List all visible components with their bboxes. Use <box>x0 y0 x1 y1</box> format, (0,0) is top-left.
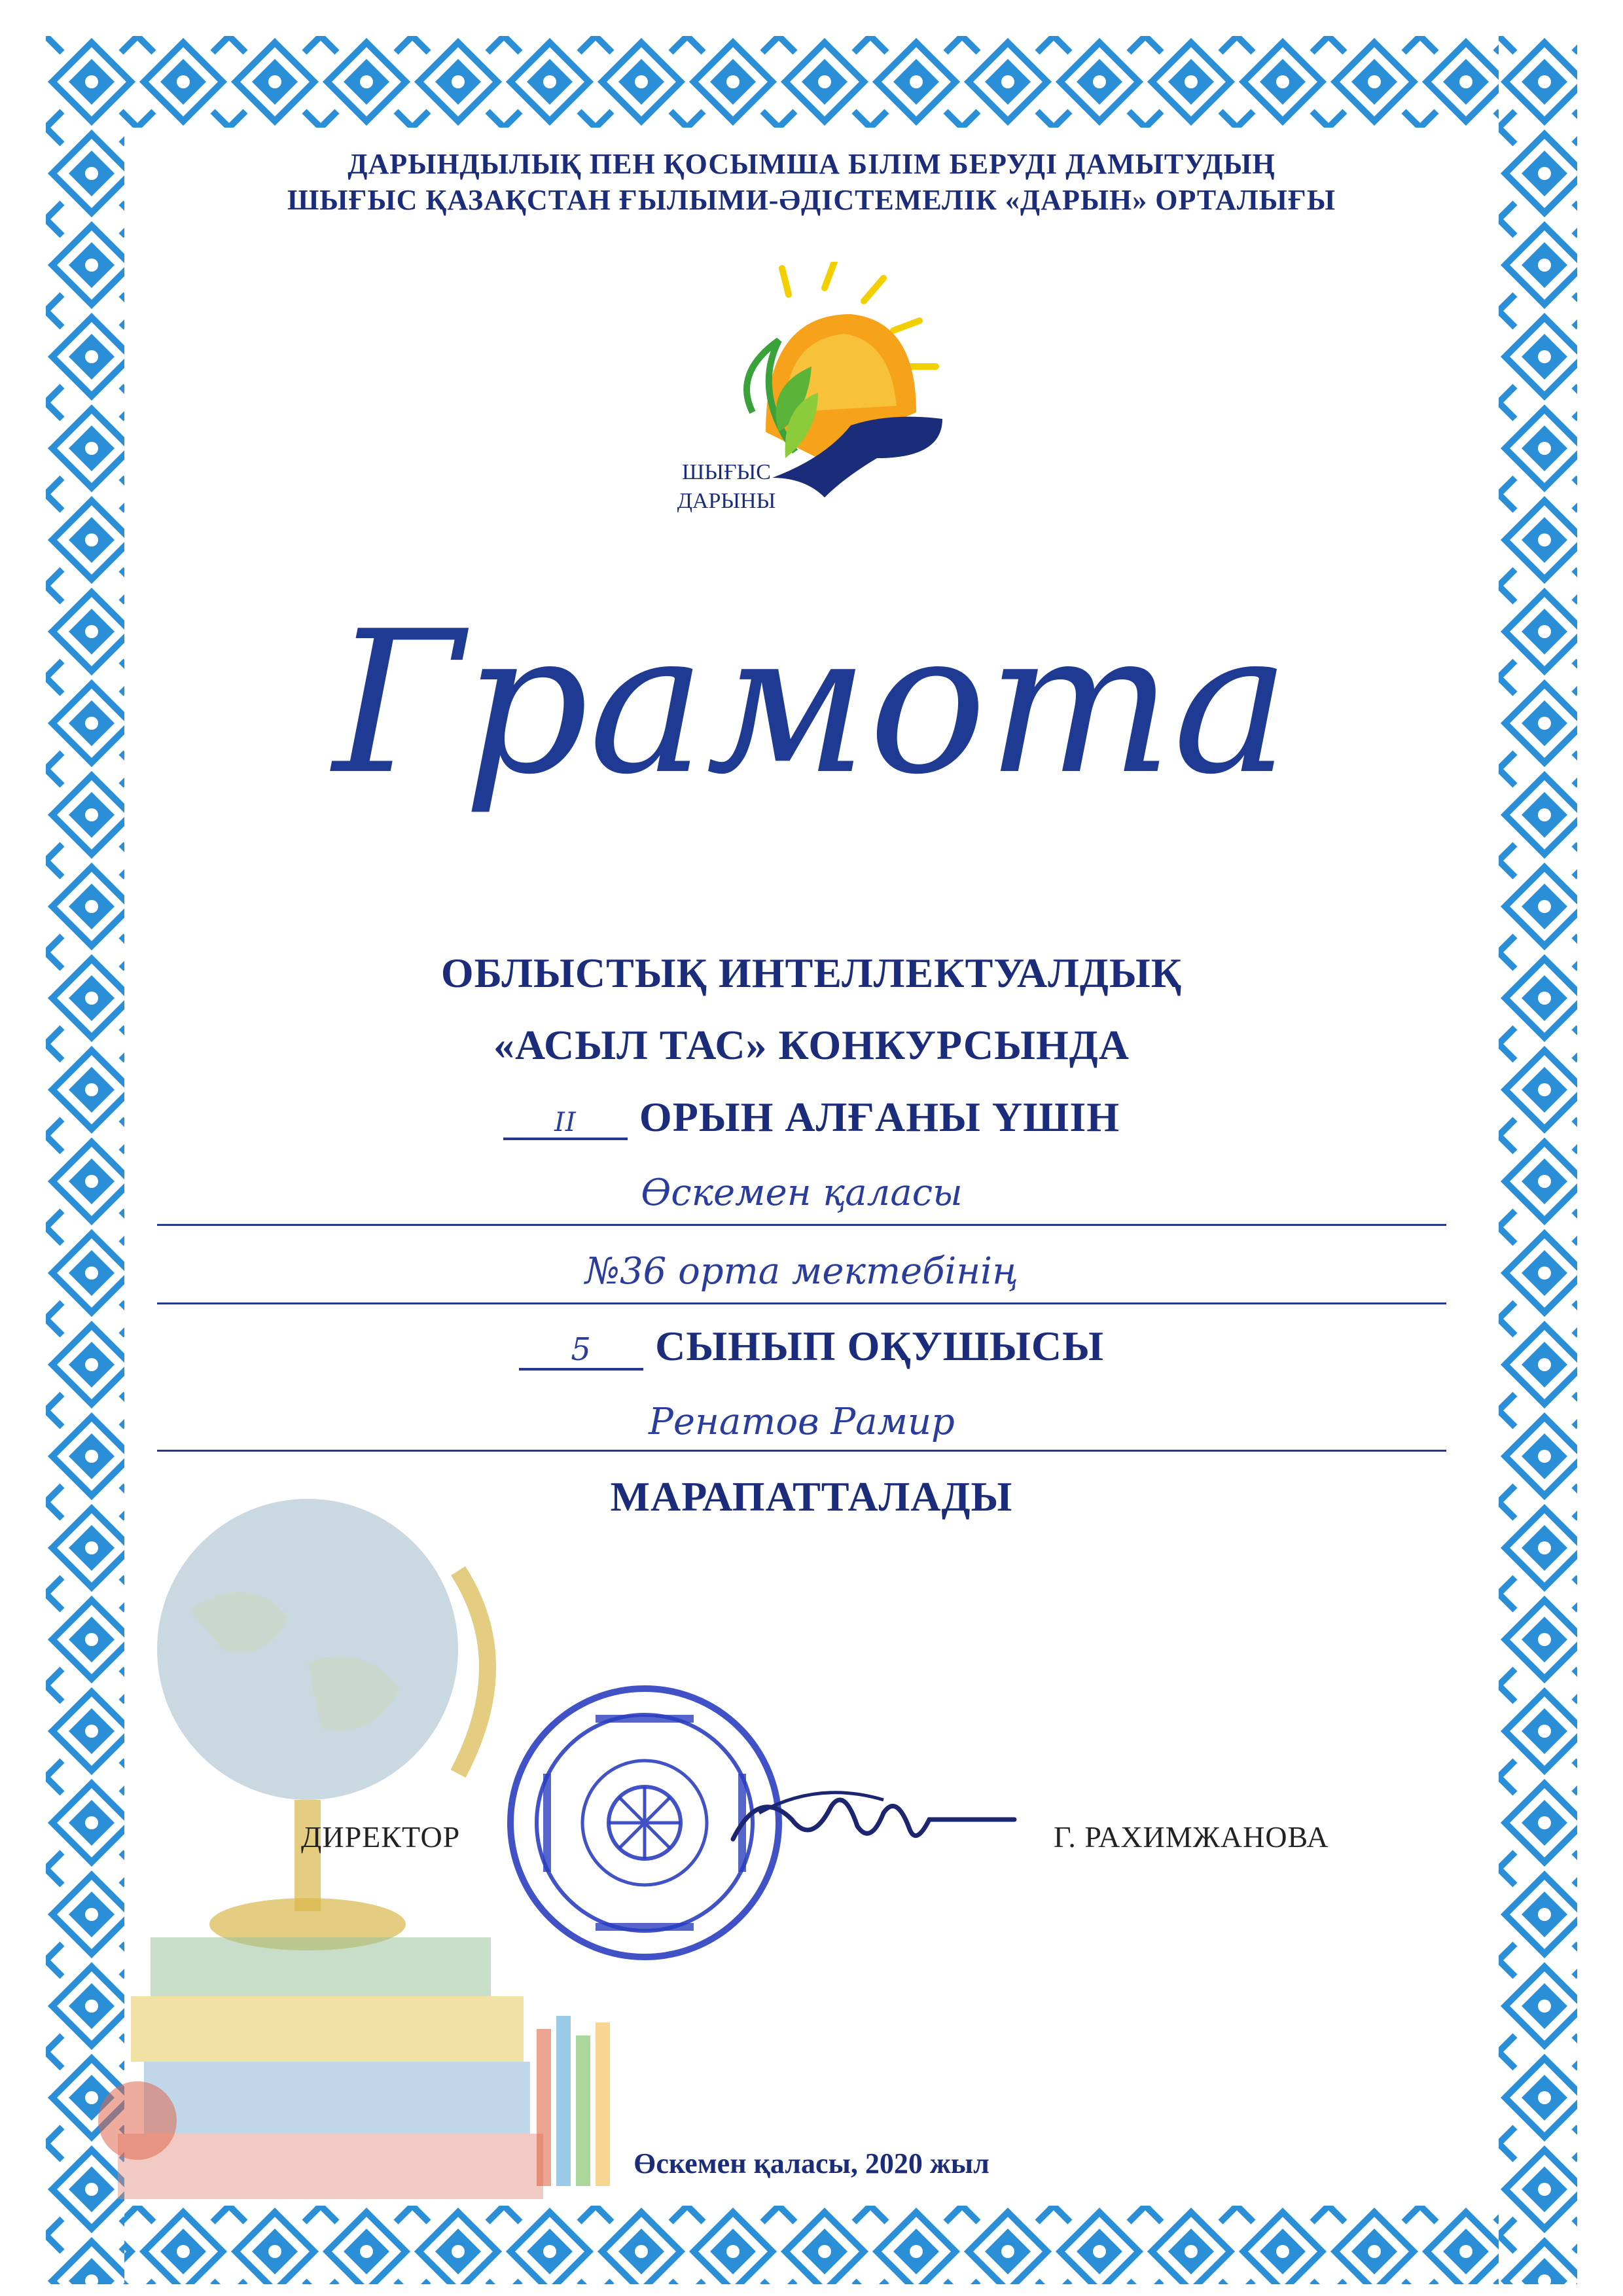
logo-caption <box>661 458 792 516</box>
student-handwritten: Ренатов Рамир <box>649 1401 955 1443</box>
place-value: II <box>503 1107 628 1140</box>
place-line <box>0 1093 1623 1141</box>
organization-name-line2: ШЫҒЫС ҚАЗАҚСТАН ҒЫЛЫМИ-ӘДІСТЕМЕЛІК «ДАРЫН» ОРТАЛЫҒЫ <box>287 184 1336 216</box>
logo-caption-line1: ШЫҒЫС <box>682 460 771 484</box>
school-underline <box>157 1302 1446 1304</box>
certificate-title: Грамота <box>332 589 1291 817</box>
organization-name-line1: ДАРЫНДЫЛЫҚ ПЕН ҚОСЫМША БІЛІМ БЕРУДІ ДАМЫТУДЫҢ <box>348 148 1275 180</box>
school-handwritten: №36 орта мектебінің <box>585 1250 1018 1293</box>
contest-name: «АСЫЛ ТАС» КОНКУРСЫНДА <box>493 1022 1130 1068</box>
director-name: Г. РАХИМЖАНОВА <box>1054 1820 1329 1854</box>
ornament-border-top <box>46 36 1577 128</box>
city-underline <box>157 1224 1446 1226</box>
place-and-year: Өскемен қаласы, 2020 жыл <box>633 2147 990 2179</box>
grade-value: 5 <box>519 1331 643 1371</box>
grade-line <box>0 1322 1623 1371</box>
city-handwritten: Өскемен қаласы <box>641 1172 963 1214</box>
awarded-label: МАРАПАТТАЛАДЫ <box>610 1473 1013 1520</box>
logo-caption-line2: ДАРЫНЫ <box>677 489 776 513</box>
student-underline <box>157 1450 1446 1452</box>
place-label: ОРЫН АЛҒАНЫ ҮШІН <box>639 1094 1120 1140</box>
grade-label: СЫНЫП ОҚУШЫСЫ <box>655 1323 1104 1369</box>
contest-level: ОБЛЫСТЫҚ ИНТЕЛЛЕКТУАЛДЫҚ <box>440 950 1183 996</box>
director-signature <box>720 1767 1021 1865</box>
ornament-border-right <box>1499 36 1577 2284</box>
ornament-border-bottom <box>46 2206 1577 2284</box>
director-label: ДИРЕКТОР <box>301 1820 461 1854</box>
